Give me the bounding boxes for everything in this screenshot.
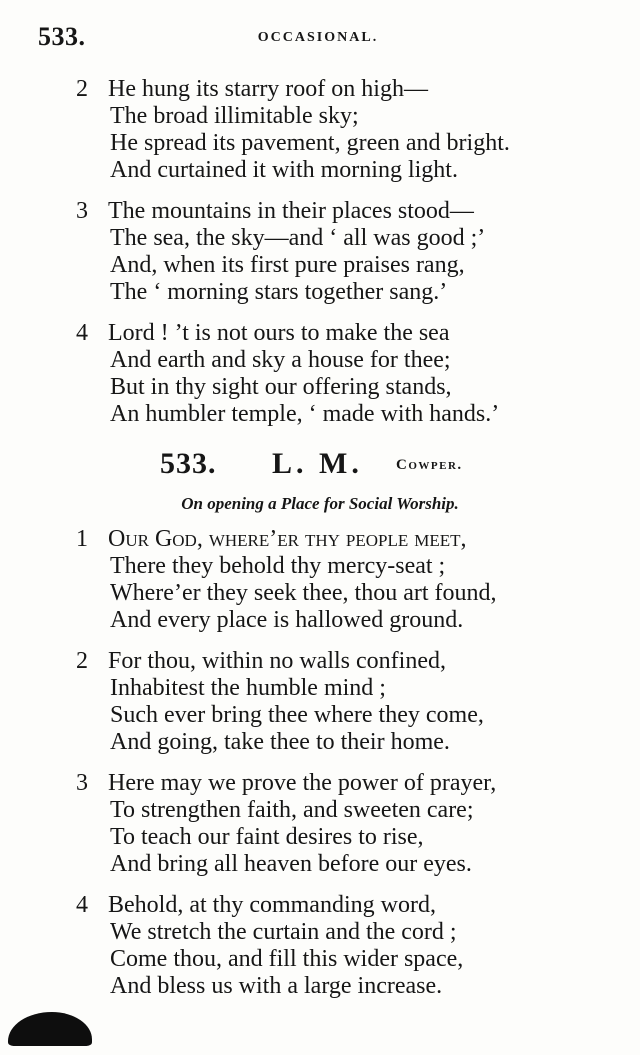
verse-line: Such ever bring thee where they come, (110, 702, 484, 728)
stanza (76, 892, 580, 1000)
hymn-subtitle: On opening a Place for Social Worship. (181, 494, 459, 513)
verse-number: 4 (76, 892, 88, 918)
verse-line: And curtained it with morning light. (110, 157, 458, 183)
verse-number: 3 (76, 770, 88, 796)
verse-number: 2 (76, 76, 88, 102)
hymn-number: 533. (160, 447, 217, 480)
verse-line: Lord ! ’t is not ours to make the sea (108, 320, 450, 346)
verse-line: And earth and sky a house for thee; (110, 347, 451, 373)
verse-number: 3 (76, 198, 88, 224)
stanza (76, 76, 580, 184)
verse-line: He hung its starry roof on high— (108, 76, 428, 102)
verse-number: 2 (76, 648, 88, 674)
hymn-body (76, 526, 580, 1014)
verse-line: Our God, where’er thy people meet, (108, 526, 467, 552)
verse-line: Behold, at thy commanding word, (108, 892, 436, 918)
verse-line: Inhabitest the humble mind ; (110, 675, 386, 701)
verse-line: The ‘ morning stars together sang.’ (110, 279, 448, 305)
verse-line: There they behold thy mercy-seat ; (110, 553, 446, 579)
verse-line: To teach our faint desires to rise, (110, 824, 424, 850)
verse-line: The broad illimitable sky; (110, 103, 359, 129)
verse-line: Here may we prove the power of prayer, (108, 770, 497, 796)
verse-line: But in thy sight our offering stands, (110, 374, 452, 400)
hymn-meter: L. M. (272, 447, 363, 480)
verse-line: An humbler temple, ‘ made with hands.’ (110, 401, 500, 427)
verse-line: And every place is hallowed ground. (110, 607, 464, 633)
verse-line: To strengthen faith, and sweeten care; (110, 797, 474, 823)
verse-number: 4 (76, 320, 88, 346)
page-header (38, 22, 598, 52)
verse-line: And bring all heaven before our eyes. (110, 851, 472, 877)
verse-line: And bless us with a large increase. (110, 973, 443, 999)
stanza (76, 320, 580, 428)
stanza (76, 770, 580, 878)
stanza (76, 648, 580, 756)
verse-line: And going, take thee to their home. (110, 729, 450, 755)
hymn-heading (160, 447, 500, 483)
page-number: 533. (38, 22, 86, 51)
stanza (76, 526, 580, 634)
previous-hymn-continuation (76, 76, 580, 442)
verse-line: Where’er they seek thee, thou art found, (110, 580, 497, 606)
verse-line: For thou, within no walls confined, (108, 648, 446, 674)
verse-line: And, when its first pure praises rang, (110, 252, 465, 278)
verse-line: We stretch the curtain and the cord ; (110, 919, 457, 945)
running-head: OCCASIONAL. (257, 30, 379, 45)
stanza (76, 198, 580, 306)
ink-blot (8, 1012, 92, 1046)
verse-line: He spread its pavement, green and bright. (110, 130, 510, 156)
hymn-author: Cowper. (396, 457, 463, 473)
verse-line: Come thou, and fill this wider space, (110, 946, 464, 972)
verse-line: The mountains in their places stood— (108, 198, 474, 224)
verse-number: 1 (76, 526, 88, 552)
verse-line: The sea, the sky—and ‘ all was good ;’ (110, 225, 486, 251)
